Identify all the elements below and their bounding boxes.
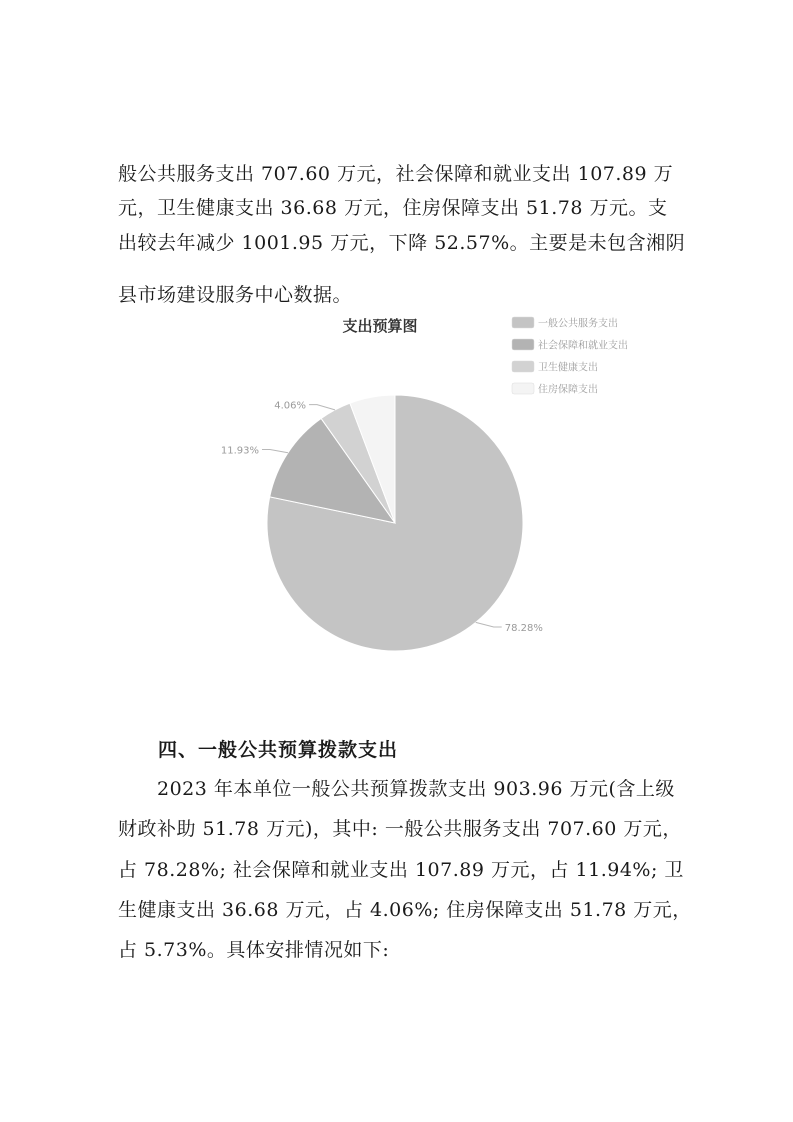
legend-swatch <box>512 339 534 350</box>
legend-swatch <box>512 383 534 394</box>
legend-swatch <box>512 317 534 328</box>
pie-leader-line <box>262 449 288 452</box>
pie-leader-line <box>476 622 502 627</box>
chart-title: 支出预算图 <box>342 317 418 335</box>
body-line: 占 5.73%。具体安排情况如下: <box>118 939 390 961</box>
body-line: 生健康支出 36.68 万元，占 4.06%; 住房保障支出 51.78 万元， <box>118 899 692 921</box>
pie-slices <box>267 395 523 651</box>
pie-leader-line <box>309 405 335 410</box>
legend-label: 社会保障和就业支出 <box>538 340 628 352</box>
pie-percent-label: 78.28% <box>504 622 543 634</box>
legend-label: 一般公共服务支出 <box>538 318 618 330</box>
section-heading: 四、一般公共预算拨款支出 <box>158 739 399 761</box>
pie-percent-label: 4.06% <box>274 400 307 412</box>
body-line: 财政补助 51.78 万元)，其中: 一般公共服务支出 707.60 万元， <box>118 818 682 840</box>
intro-line: 元，卫生健康支出 36.68 万元，住房保障支出 51.78 万元。支 <box>118 197 668 219</box>
body-line: 2023 年本单位一般公共预算拨款支出 903.96 万元(含上级 <box>157 778 675 800</box>
intro-line: 县市场建设服务中心数据。 <box>118 284 353 306</box>
body-line: 占 78.28%; 社会保障和就业支出 107.89 万元，占 11.94%; 卫 <box>118 859 684 881</box>
legend-label: 住房保障支出 <box>538 384 598 396</box>
expenditure-pie-chart <box>200 305 660 655</box>
intro-line: 般公共服务支出 707.60 万元，社会保障和就业支出 107.89 万 <box>118 163 674 185</box>
chart-legend <box>512 317 628 396</box>
pie-percent-label: 11.93% <box>220 445 259 457</box>
legend-swatch <box>512 361 534 372</box>
pie-chart-svg <box>200 305 660 655</box>
intro-line: 出较去年减少 1001.95 万元，下降 52.57%。主要是未包含湘阴 <box>118 232 686 254</box>
legend-label: 卫生健康支出 <box>538 362 598 374</box>
